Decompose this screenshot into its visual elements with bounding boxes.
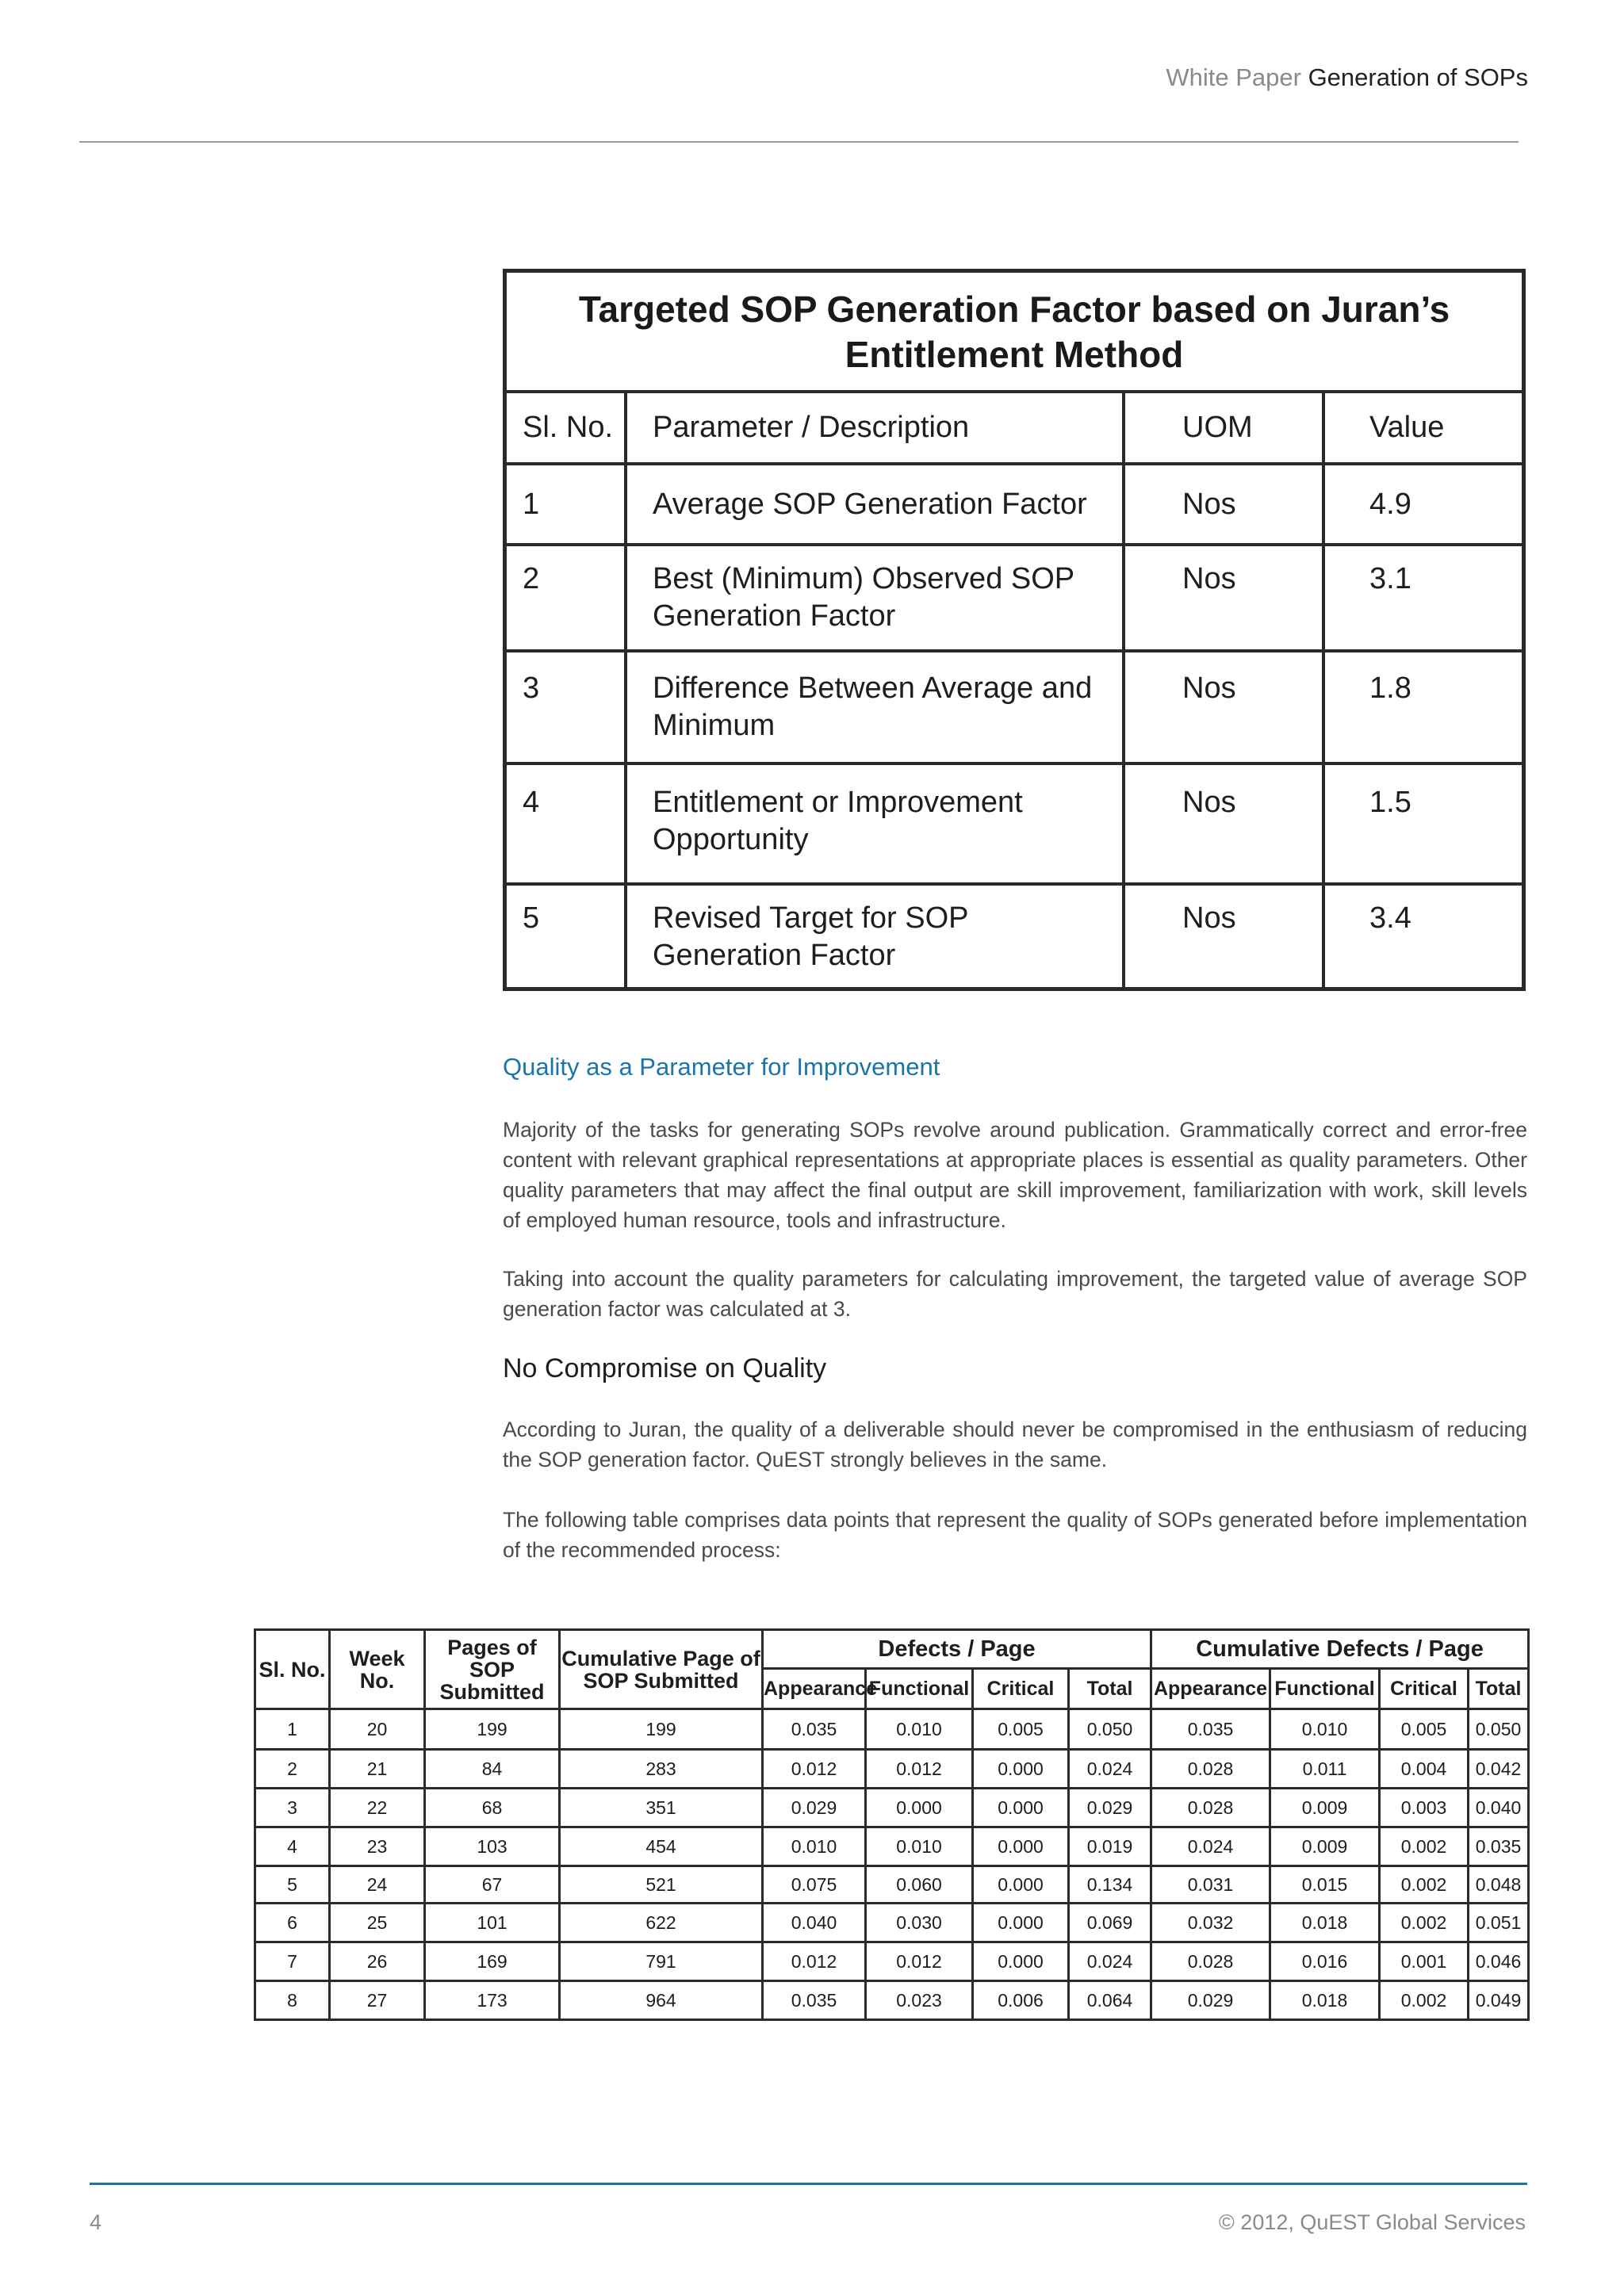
cell-critical: 0.000 bbox=[973, 1904, 1069, 1942]
cell-appearance: 0.029 bbox=[763, 1789, 866, 1827]
table-row bbox=[255, 1981, 1529, 2020]
cell-cumulative-pages: 791 bbox=[560, 1942, 763, 1981]
cell-pages: 67 bbox=[425, 1866, 560, 1904]
cell-appearance: 0.035 bbox=[763, 1709, 866, 1750]
column-header: Parameter / Description bbox=[626, 393, 1124, 464]
cell-cum-total: 0.042 bbox=[1469, 1750, 1529, 1789]
cell-functional: 0.030 bbox=[866, 1904, 973, 1942]
cell-cum-functional: 0.016 bbox=[1270, 1942, 1380, 1981]
cell-week-no: 25 bbox=[330, 1904, 425, 1942]
juran-table bbox=[503, 269, 1526, 991]
cell-pages: 169 bbox=[425, 1942, 560, 1981]
juran-table-title: Targeted SOP Generation Factor based on Juran’s Entitlement Method bbox=[507, 273, 1522, 393]
cell-critical: 0.000 bbox=[973, 1750, 1069, 1789]
cell-critical: 0.000 bbox=[973, 1827, 1069, 1866]
cell-sl-no: 4 bbox=[255, 1827, 330, 1866]
cell-cum-appearance: 0.031 bbox=[1151, 1866, 1270, 1904]
row-number: 1 bbox=[507, 464, 626, 545]
cell-week-no: 24 bbox=[330, 1866, 425, 1904]
cell-week-no: 26 bbox=[330, 1942, 425, 1981]
cell-pages: 101 bbox=[425, 1904, 560, 1942]
row-number: 3 bbox=[507, 651, 626, 763]
cell-pages: 173 bbox=[425, 1981, 560, 2020]
cell-cum-total: 0.048 bbox=[1469, 1866, 1529, 1904]
cell-cum-critical: 0.004 bbox=[1380, 1750, 1469, 1789]
cell-cum-critical: 0.002 bbox=[1380, 1981, 1469, 2020]
cell-cum-appearance: 0.029 bbox=[1151, 1981, 1270, 2020]
row-parameter: Entitlement or Improvement Opportunity bbox=[626, 763, 1124, 884]
cell-cumulative-pages: 454 bbox=[560, 1827, 763, 1866]
cell-functional: 0.023 bbox=[866, 1981, 973, 2020]
table-row bbox=[255, 1709, 1529, 1750]
cell-cum-functional: 0.018 bbox=[1270, 1981, 1380, 2020]
cell-cumulative-pages: 199 bbox=[560, 1709, 763, 1750]
row-number: 4 bbox=[507, 763, 626, 884]
row-number: 5 bbox=[507, 884, 626, 987]
cell-sl-no: 3 bbox=[255, 1789, 330, 1827]
cell-total: 0.029 bbox=[1069, 1789, 1151, 1827]
cell-cum-functional: 0.018 bbox=[1270, 1904, 1380, 1942]
cell-cumulative-pages: 351 bbox=[560, 1789, 763, 1827]
table-row bbox=[255, 1942, 1529, 1981]
cell-cumulative-pages: 622 bbox=[560, 1904, 763, 1942]
cell-appearance: 0.012 bbox=[763, 1942, 866, 1981]
cell-week-no: 20 bbox=[330, 1709, 425, 1750]
row-value: 3.1 bbox=[1323, 545, 1522, 651]
cell-cum-functional: 0.011 bbox=[1270, 1750, 1380, 1789]
paragraph: The following table comprises data points that represent the quality of SOPs generated before implementation of the recommended process: bbox=[503, 1508, 1527, 1562]
cell-total: 0.064 bbox=[1069, 1981, 1151, 2020]
cell-cum-critical: 0.005 bbox=[1380, 1709, 1469, 1750]
cell-cum-appearance: 0.024 bbox=[1151, 1827, 1270, 1866]
page-number: 4 bbox=[90, 2210, 102, 2234]
cell-appearance: 0.075 bbox=[763, 1866, 866, 1904]
table-row bbox=[255, 1750, 1529, 1789]
section-heading-no-compromise: No Compromise on Quality bbox=[503, 1353, 827, 1383]
cell-functional: 0.060 bbox=[866, 1866, 973, 1904]
row-parameter: Difference Between Average and Minimum bbox=[626, 651, 1124, 763]
cell-cum-appearance: 0.028 bbox=[1151, 1750, 1270, 1789]
cell-cumulative-pages: 283 bbox=[560, 1750, 763, 1789]
column-group-cumulative-defects: Cumulative Defects / Page bbox=[1151, 1630, 1529, 1669]
table-row bbox=[507, 464, 1522, 545]
subheader-critical: Critical bbox=[973, 1669, 1069, 1709]
cell-functional: 0.000 bbox=[866, 1789, 973, 1827]
cell-cumulative-pages: 964 bbox=[560, 1981, 763, 2020]
row-number: 2 bbox=[507, 545, 626, 651]
paragraph: Taking into account the quality parameters for calculating improvement, the targeted value of average SOP generation factor was calculated at 3. bbox=[503, 1267, 1527, 1321]
cell-cum-critical: 0.002 bbox=[1380, 1904, 1469, 1942]
cell-functional: 0.010 bbox=[866, 1709, 973, 1750]
cell-cum-appearance: 0.035 bbox=[1151, 1709, 1270, 1750]
cell-sl-no: 2 bbox=[255, 1750, 330, 1789]
cell-cum-functional: 0.009 bbox=[1270, 1827, 1380, 1866]
cell-critical: 0.006 bbox=[973, 1981, 1069, 2020]
subheader-cum-appearance: Appearance bbox=[1151, 1669, 1270, 1709]
row-value: 1.8 bbox=[1323, 651, 1522, 763]
subheader-cum-functional: Functional bbox=[1270, 1669, 1380, 1709]
cell-appearance: 0.040 bbox=[763, 1904, 866, 1942]
cell-week-no: 23 bbox=[330, 1827, 425, 1866]
row-uom: Nos bbox=[1124, 651, 1323, 763]
cell-cumulative-pages: 521 bbox=[560, 1866, 763, 1904]
cell-cum-appearance: 0.032 bbox=[1151, 1904, 1270, 1942]
cell-functional: 0.010 bbox=[866, 1827, 973, 1866]
column-group-defects-per-page: Defects / Page bbox=[763, 1630, 1151, 1669]
subheader-functional: Functional bbox=[866, 1669, 973, 1709]
table-row bbox=[255, 1789, 1529, 1827]
header-label-grey: White Paper bbox=[1166, 63, 1301, 91]
column-header-pages: Pages of SOP Submitted bbox=[425, 1630, 560, 1709]
paragraph: According to Juran, the quality of a deliverable should never be compromised in the enthusiasm of reducing the SOP generation factor. QuEST strongly believes in the same. bbox=[503, 1418, 1527, 1471]
cell-cum-critical: 0.001 bbox=[1380, 1942, 1469, 1981]
footer-divider bbox=[90, 2183, 1527, 2185]
cell-cum-total: 0.035 bbox=[1469, 1827, 1529, 1866]
row-parameter: Best (Minimum) Observed SOP Generation Factor bbox=[626, 545, 1124, 651]
cell-cum-appearance: 0.028 bbox=[1151, 1789, 1270, 1827]
subheader-cum-total: Total bbox=[1469, 1669, 1529, 1709]
cell-week-no: 22 bbox=[330, 1789, 425, 1827]
cell-sl-no: 6 bbox=[255, 1904, 330, 1942]
cell-cum-functional: 0.009 bbox=[1270, 1789, 1380, 1827]
cell-total: 0.024 bbox=[1069, 1942, 1151, 1981]
cell-critical: 0.000 bbox=[973, 1789, 1069, 1827]
juran-table-header-row bbox=[507, 393, 1522, 464]
cell-pages: 68 bbox=[425, 1789, 560, 1827]
row-uom: Nos bbox=[1124, 884, 1323, 987]
cell-cum-total: 0.049 bbox=[1469, 1981, 1529, 2020]
cell-appearance: 0.035 bbox=[763, 1981, 866, 2020]
cell-week-no: 21 bbox=[330, 1750, 425, 1789]
cell-critical: 0.005 bbox=[973, 1709, 1069, 1750]
header-label-dark: Generation of SOPs bbox=[1308, 63, 1528, 91]
cell-pages: 84 bbox=[425, 1750, 560, 1789]
row-uom: Nos bbox=[1124, 545, 1323, 651]
cell-critical: 0.000 bbox=[973, 1942, 1069, 1981]
cell-appearance: 0.010 bbox=[763, 1827, 866, 1866]
table-row bbox=[507, 763, 1522, 884]
subheader-cum-critical: Critical bbox=[1380, 1669, 1469, 1709]
cell-sl-no: 8 bbox=[255, 1981, 330, 2020]
cell-cum-total: 0.046 bbox=[1469, 1942, 1529, 1981]
table-row bbox=[507, 884, 1522, 987]
cell-appearance: 0.012 bbox=[763, 1750, 866, 1789]
cell-cum-total: 0.051 bbox=[1469, 1904, 1529, 1942]
row-parameter: Revised Target for SOP Generation Factor bbox=[626, 884, 1124, 987]
row-value: 1.5 bbox=[1323, 763, 1522, 884]
cell-total: 0.050 bbox=[1069, 1709, 1151, 1750]
paragraph: Majority of the tasks for generating SOPs revolve around publication. Grammatically correct and error-free content with relevant graphical representations at appropriate places is essential as quality parameters. Other quality parameters that may affect the final output are skill improvement, familiarization with work, skill levels of employed human resource, tools and infrastructure. bbox=[503, 1118, 1527, 1232]
subheader-total: Total bbox=[1069, 1669, 1151, 1709]
cell-critical: 0.000 bbox=[973, 1866, 1069, 1904]
cell-cum-critical: 0.002 bbox=[1380, 1866, 1469, 1904]
quality-data-table bbox=[254, 1628, 1530, 2021]
row-uom: Nos bbox=[1124, 464, 1323, 545]
cell-cum-total: 0.050 bbox=[1469, 1709, 1529, 1750]
cell-total: 0.024 bbox=[1069, 1750, 1151, 1789]
column-header-sl-no: Sl. No. bbox=[255, 1630, 330, 1709]
subheader-appearance: Appearance bbox=[763, 1669, 866, 1709]
section-heading-quality-parameter: Quality as a Parameter for Improvement bbox=[503, 1053, 940, 1081]
table-row bbox=[507, 651, 1522, 763]
cell-total: 0.069 bbox=[1069, 1904, 1151, 1942]
column-header-cumulative-pages: Cumulative Page of SOP Submitted bbox=[560, 1630, 763, 1709]
table-row bbox=[255, 1827, 1529, 1866]
column-header: Value bbox=[1323, 393, 1522, 464]
running-header bbox=[1166, 63, 1528, 92]
row-value: 3.4 bbox=[1323, 884, 1522, 987]
table-row bbox=[255, 1904, 1529, 1942]
cell-total: 0.019 bbox=[1069, 1827, 1151, 1866]
column-header: Sl. No. bbox=[507, 393, 626, 464]
cell-functional: 0.012 bbox=[866, 1750, 973, 1789]
cell-cum-total: 0.040 bbox=[1469, 1789, 1529, 1827]
cell-cum-critical: 0.002 bbox=[1380, 1827, 1469, 1866]
cell-cum-functional: 0.010 bbox=[1270, 1709, 1380, 1750]
cell-functional: 0.012 bbox=[866, 1942, 973, 1981]
table-row bbox=[255, 1866, 1529, 1904]
cell-sl-no: 5 bbox=[255, 1866, 330, 1904]
cell-sl-no: 1 bbox=[255, 1709, 330, 1750]
header-divider bbox=[79, 141, 1519, 143]
row-parameter: Average SOP Generation Factor bbox=[626, 464, 1124, 545]
table-row bbox=[507, 545, 1522, 651]
cell-pages: 103 bbox=[425, 1827, 560, 1866]
cell-total: 0.134 bbox=[1069, 1866, 1151, 1904]
cell-cum-functional: 0.015 bbox=[1270, 1866, 1380, 1904]
cell-cum-critical: 0.003 bbox=[1380, 1789, 1469, 1827]
cell-cum-appearance: 0.028 bbox=[1151, 1942, 1270, 1981]
cell-week-no: 27 bbox=[330, 1981, 425, 2020]
column-header-week-no: Week No. bbox=[330, 1630, 425, 1709]
cell-sl-no: 7 bbox=[255, 1942, 330, 1981]
copyright: © 2012, QuEST Global Services bbox=[1218, 2210, 1526, 2234]
row-value: 4.9 bbox=[1323, 464, 1522, 545]
cell-pages: 199 bbox=[425, 1709, 560, 1750]
column-header: UOM bbox=[1124, 393, 1323, 464]
row-uom: Nos bbox=[1124, 763, 1323, 884]
